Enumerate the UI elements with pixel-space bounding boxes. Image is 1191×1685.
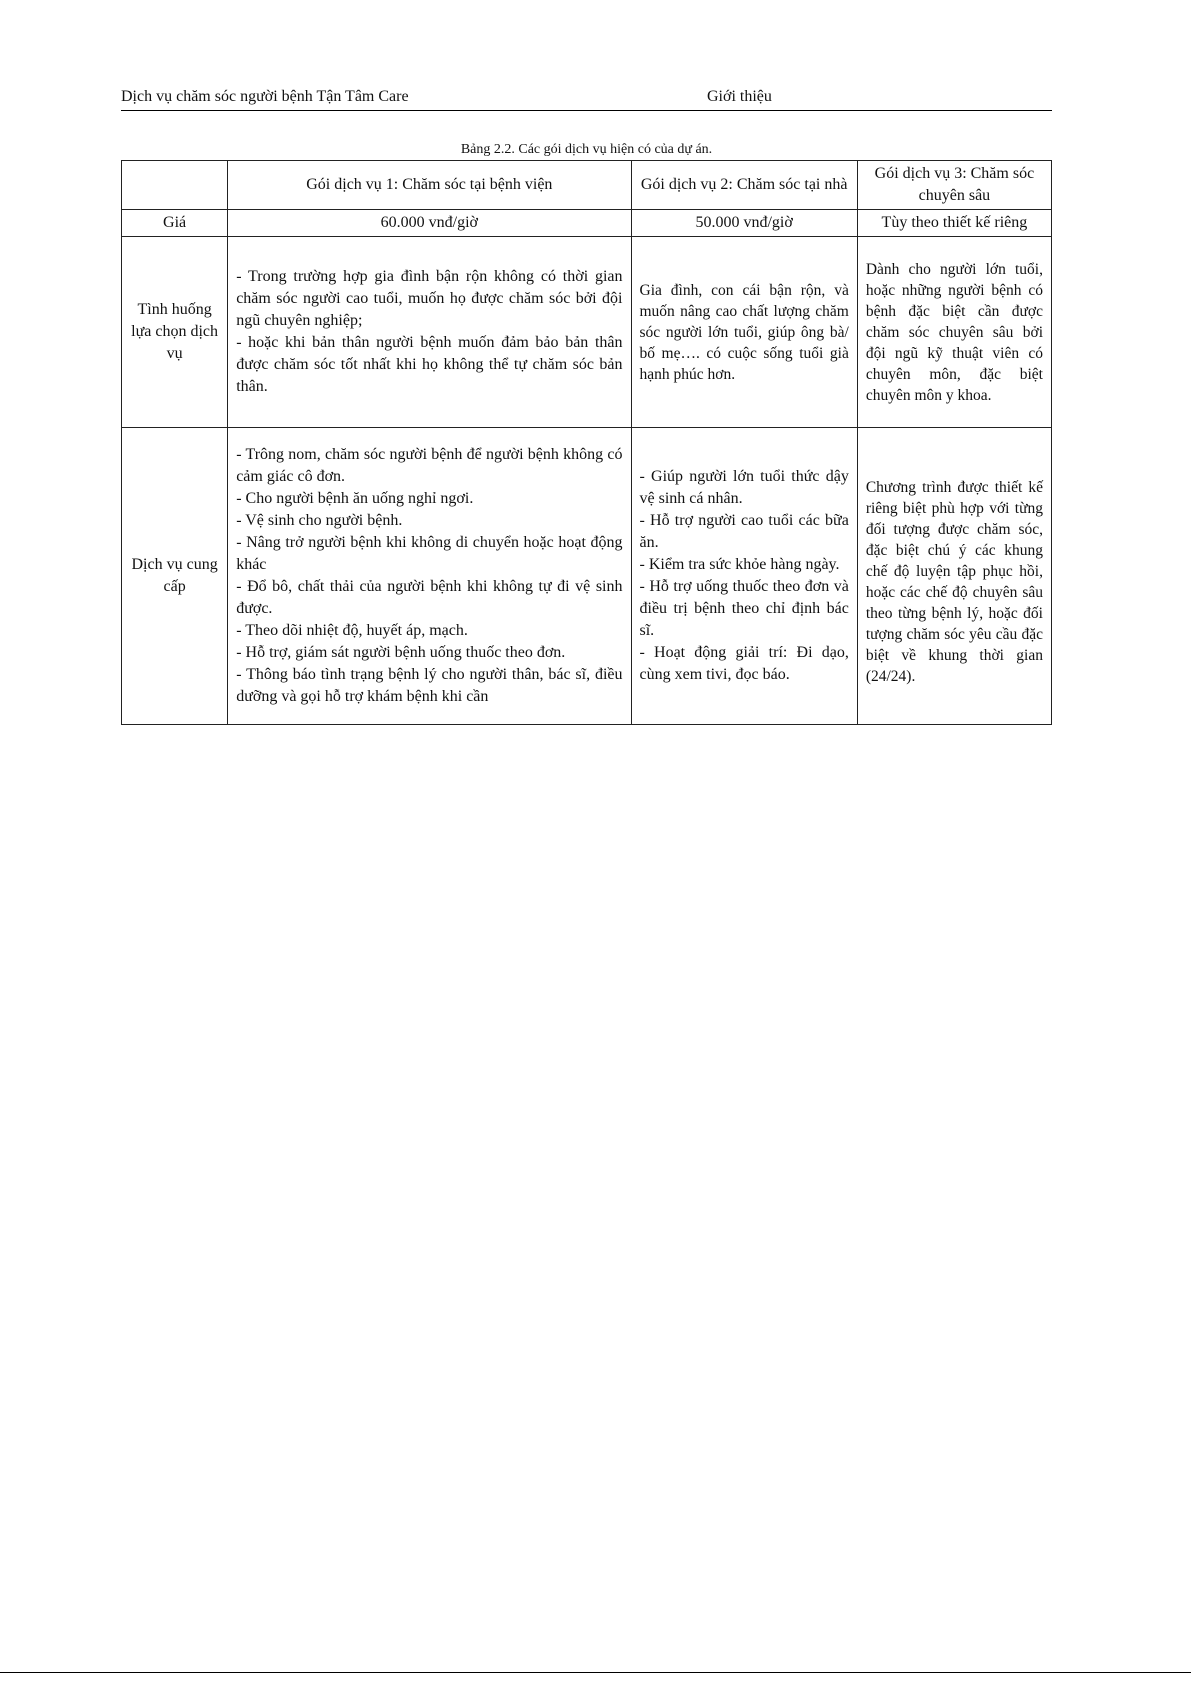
price-label: Giá bbox=[122, 210, 228, 237]
table-caption: Bảng 2.2. Các gói dịch vụ hiện có của dự án. bbox=[460, 142, 713, 157]
service-packages-table bbox=[121, 160, 1052, 725]
services-package-1-item: - Hỗ trợ, giám sát người bệnh uống thuốc theo đơn. bbox=[236, 644, 566, 661]
header-package-3: Gói dịch vụ 3: Chăm sóc chuyên sâu bbox=[857, 161, 1051, 210]
price-package-2: 50.000 vnđ/giờ bbox=[631, 210, 857, 237]
services-package-2-item: - Hỗ trợ uống thuốc theo đơn và điều trị bệnh theo chỉ định bác sĩ. bbox=[639, 578, 849, 639]
services-package-2-item: - Giúp người lớn tuổi thức dậy vệ sinh cá nhân. bbox=[639, 468, 849, 507]
services-package-1-item: - Vệ sinh cho người bệnh. bbox=[236, 512, 403, 529]
price-package-1: 60.000 vnđ/giờ bbox=[228, 210, 631, 237]
services-package-1-item: - Đổ bô, chất thải của người bệnh khi không tự đi vệ sinh được. bbox=[236, 578, 623, 617]
section-title: Giới thiệu bbox=[707, 88, 772, 105]
situation-label: Tình huống lựa chọn dịch vụ bbox=[122, 237, 228, 428]
situation-package-1-item: - Trong trường hợp gia đình bận rộn không có thời gian chăm sóc người cao tuổi, muốn họ được chăm sóc bởi đội ngũ chuyên nghiệp; bbox=[236, 268, 623, 329]
situation-row bbox=[122, 237, 1052, 428]
services-package-1 bbox=[228, 428, 631, 725]
services-package-2-item: - Hoạt động giải trí: Đi dạo, cùng xem tivi, đọc báo. bbox=[639, 644, 849, 683]
price-row bbox=[122, 210, 1052, 237]
services-row bbox=[122, 428, 1052, 725]
services-package-2 bbox=[631, 428, 857, 725]
document-title: Dịch vụ chăm sóc người bệnh Tận Tâm Care bbox=[121, 88, 409, 105]
situation-package-1-item: - hoặc khi bản thân người bệnh muốn đảm bảo bản thân được chăm sóc tốt nhất khi họ không thể tự chăm sóc bản thân. bbox=[236, 334, 623, 395]
situation-package-1 bbox=[228, 237, 631, 428]
services-package-1-item: - Nâng trở người bệnh khi không di chuyển hoặc hoạt động khác bbox=[236, 534, 623, 573]
services-label: Dịch vụ cung cấp bbox=[122, 428, 228, 725]
services-package-3: Chương trình được thiết kế riêng biệt phù hợp với từng đối tượng được chăm sóc, đặc biệt chú ý các khung chế độ luyện tập phục hồi, hoặc các chế độ chuyên sâu theo từng bệnh lý, hoặc đối tượng chăm sóc yêu cầu đặc biệt về khung thời gian (24/24). bbox=[857, 428, 1051, 725]
services-package-1-item: - Theo dõi nhiệt độ, huyết áp, mạch. bbox=[236, 622, 468, 639]
header-empty-cell bbox=[122, 161, 228, 210]
situation-package-2: Gia đình, con cái bận rộn, và muốn nâng cao chất lượng chăm sóc người lớn tuổi, giúp ông bà/ bố mẹ…. có cuộc sống tuổi già hạnh phúc hơn. bbox=[631, 237, 857, 428]
services-package-2-item: - Hỗ trợ người cao tuổi các bữa ăn. bbox=[639, 512, 849, 551]
table-header-row bbox=[122, 161, 1052, 210]
services-package-1-item: - Thông báo tình trạng bệnh lý cho người thân, bác sĩ, điều dưỡng và gọi hỗ trợ khám bệnh khi cần bbox=[236, 666, 623, 705]
footer-rule bbox=[0, 1672, 1191, 1673]
header-package-1: Gói dịch vụ 1: Chăm sóc tại bệnh viện bbox=[228, 161, 631, 210]
situation-package-3: Dành cho người lớn tuổi, hoặc những người bệnh có bệnh đặc biệt cần được chăm sóc chuyên sâu bởi đội ngũ kỹ thuật viên có chuyên môn, đặc biệt chuyên môn y khoa. bbox=[857, 237, 1051, 428]
page-header bbox=[121, 86, 1052, 111]
services-package-1-item: - Trông nom, chăm sóc người bệnh để người bệnh không có cảm giác cô đơn. bbox=[236, 446, 623, 485]
header-package-2: Gói dịch vụ 2: Chăm sóc tại nhà bbox=[631, 161, 857, 210]
price-package-3: Tùy theo thiết kế riêng bbox=[857, 210, 1051, 237]
services-package-2-item: - Kiểm tra sức khỏe hàng ngày. bbox=[639, 556, 840, 573]
services-package-1-item: - Cho người bệnh ăn uống nghỉ ngơi. bbox=[236, 490, 474, 507]
